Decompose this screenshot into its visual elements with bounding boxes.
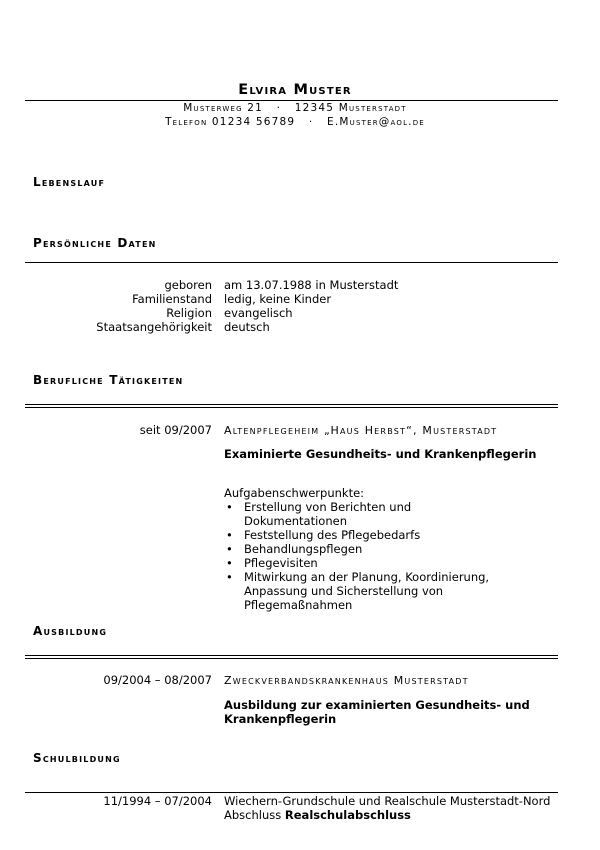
section-heading-personal: Persönliche Daten	[33, 236, 157, 250]
personal-label: geboren	[164, 278, 212, 292]
section-rule	[25, 262, 558, 263]
personal-label: Staatsangehörigkeit	[96, 320, 212, 334]
personal-label: Familienstand	[132, 292, 212, 306]
school-name: Wiechern-Grundschule und Realschule Musterstadt-Nord	[224, 794, 551, 808]
list-item: • Behandlungspflegen	[224, 542, 514, 556]
applicant-name: Elvira Muster	[238, 82, 352, 98]
degree-value: Realschulabschluss	[284, 808, 411, 822]
list-item: • Feststellung des Pflegebedarfs	[224, 528, 514, 542]
school-degree	[224, 808, 411, 822]
degree-prefix: Abschluss	[224, 808, 282, 822]
list-item: • Erstellung von Berichten und Dokumentationen	[224, 500, 514, 528]
section-rule	[25, 655, 558, 659]
section-heading-career: Berufliche Tätigkeiten	[33, 373, 184, 387]
section-rule	[25, 404, 558, 408]
school-date: 11/1994 – 07/2004	[103, 794, 212, 808]
list-item: • Mitwirkung an der Planung, Koordinierung, Anpassung und Sicherstellung von Pflegemaßnahmen	[224, 570, 514, 612]
career-position: Examinierte Gesundheits- und Krankenpflegerin	[224, 447, 537, 461]
training-date: 09/2004 – 08/2007	[103, 673, 212, 687]
header-rule	[25, 100, 558, 101]
tasks-intro: Aufgabenschwerpunkte:	[224, 486, 365, 500]
list-item: • Pflegevisiten	[224, 556, 514, 570]
contact-line: Telefon 01234 56789 · E.Muster@aol.de	[165, 116, 425, 128]
personal-value: ledig, keine Kinder	[224, 292, 332, 306]
personal-label: Religion	[166, 306, 212, 320]
address-line: Musterweg 21 · 12345 Musterstadt	[183, 102, 407, 114]
section-heading-school: Schulbildung	[33, 751, 121, 765]
career-date: seit 09/2007	[139, 423, 212, 437]
tasks-list	[224, 500, 514, 612]
section-rule	[25, 792, 558, 793]
personal-value: deutsch	[224, 320, 270, 334]
career-employer: Altenpflegeheim „Haus Herbst“, Musterstadt	[224, 424, 498, 437]
personal-value: am 13.07.1988 in Musterstadt	[224, 278, 399, 292]
training-employer: Zweckverbandskrankenhaus Musterstadt	[224, 674, 469, 687]
training-position: Ausbildung zur examinierten Gesundheits- und Krankenpflegerin	[224, 698, 530, 726]
section-heading-training: Ausbildung	[33, 624, 108, 638]
document-title: Lebenslauf	[33, 175, 106, 189]
personal-value: evangelisch	[224, 306, 293, 320]
